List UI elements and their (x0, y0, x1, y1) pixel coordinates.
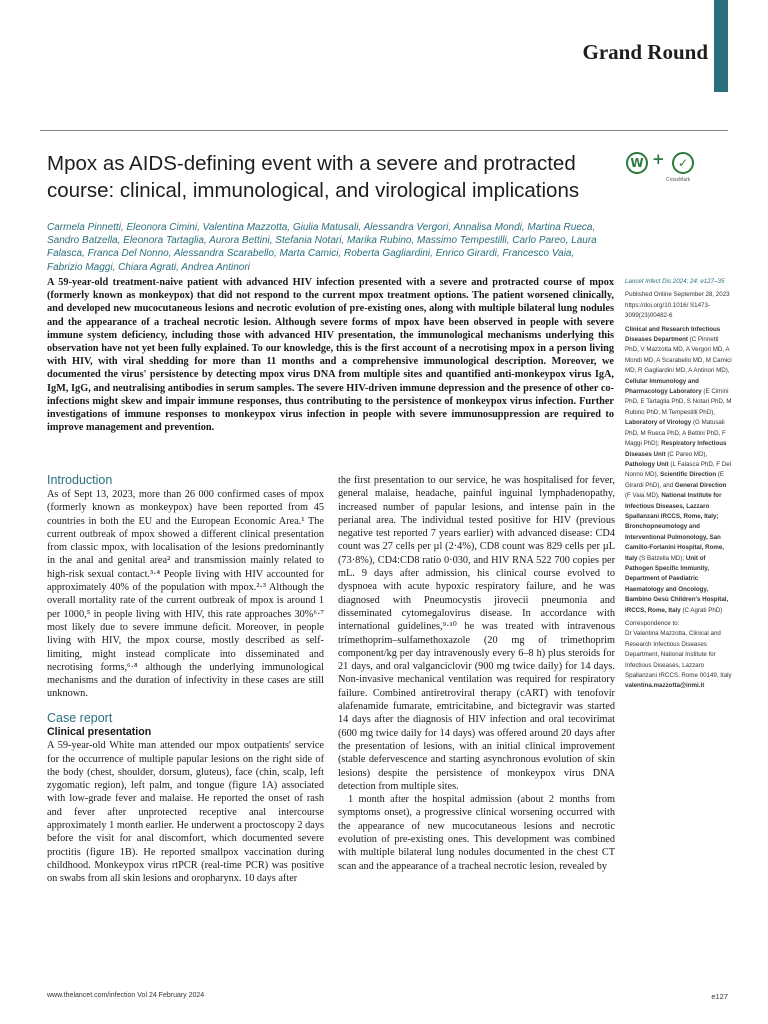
affiliation-name: National Institute for Infectious Diseases, Lazzaro Spallanzani IRCCS, Rome, Italy; Bronchopneumology and Interventional Pulmonology, San Camillo-Forlanini Hospital, Rome, Italy (625, 492, 725, 562)
article-title: Mpox as AIDS-defining event with a severe and protracted course: clinical, immunological, and virological implications (47, 152, 580, 202)
page-number: e127 (711, 992, 728, 1001)
section-title: Grand Round (582, 40, 708, 64)
affiliation-people: (L Falasca PhD, F Del Nonno MD) (625, 460, 732, 479)
correspondence-email[interactable]: valentina.mazzotta@inmi.it (625, 682, 705, 690)
affiliation-name: Clinical and Research Infectious Diseases Department (625, 325, 721, 344)
affiliation-people: (S Batzella MD) (639, 554, 683, 562)
open-access-icon[interactable]: W (626, 152, 648, 174)
publication-info: Published Online September 28, 2023 https://doi.org/10.1016/ S1473-3099(23)00482-6 (625, 291, 730, 320)
affiliation-name: General Direction (674, 481, 727, 489)
affiliation-name: Respiratory Infectious Diseases Unit (625, 440, 727, 458)
footer-journal-info[interactable]: www.thelancet.com/infection Vol 24 February 2024 (47, 992, 205, 999)
plus-icon: + (652, 150, 665, 168)
correspondence-label: Correspondence to: (625, 620, 680, 627)
affiliation-name: Scientific Direction (660, 471, 717, 479)
affiliation-name: Pathology Unit (625, 460, 669, 468)
affiliation-people: (F Vaia MD) (625, 492, 658, 500)
affiliation-people: (E Cimini PhD, E Tartaglia PhD, S Notari PhD, M Rubino PhD, M Tempestilli PhD) (625, 388, 732, 416)
affiliation-people: (G Matusali PhD, M Rueca PhD, A Bettini PhD, F Maggi PhD) (625, 419, 726, 448)
affiliation-name: Laboratory of Virology (625, 419, 692, 427)
affiliation-people: (C Pinnetti PhD, V Mazzotta MD, A Vergori MD, A Mondi MD, A Scarabello MD, M Camici MD, R Gagliardini MD, A Antinori MD) (625, 336, 732, 375)
worsening-paragraph: 1 month after the hospital admission (about 2 months from symptoms onset), a progressive clinical worsening occurred with the appearance of new mucocutaneous lesions and necrotic evolution of pre-existing ones. This development was combined with multiple bilateral lung nodules documented in the chest CT scan and the appearance of a tracheal necrotic lesion, revealed by (338, 794, 615, 872)
body-column-left (47, 472, 324, 886)
sidebar (625, 277, 733, 695)
case-report-heading: Case report (47, 710, 113, 725)
case-paragraph-continued: the first presentation to our service, he was hospitalised for fever, general malaise, headache, painful inguinal lymphadenopathy, increased number of papular lesions, and intense pain in the perianal area. The individual tested positive for HIV (previous negative test reported 7 years earlier) with advanced disease: CD4 count was 27 cells per µl (2·4%), CD8 count was 829 cells per µL (73·8%), CD4:CD8 ratio 0·030, and HIV RNA 522 700 copies per mL. 9 days after admission, his clinical course evolved to dyspnoea with acute hypoxic respiratory failure, and he was diagnosed with Pneumocystis jirovecii pneumonia and disseminated cytomegalovirus disease. In accordance with international guidelines,⁹·¹⁰ he was treated with intravenous trimethoprim–sulfamethoxazole (20 mg of trimethoprim component/kg per day intravenously every 6–8 h) plus steroids for 21 days, and oral valganciclovir (900 mg twice daily) for 14 days. Non-invasive mechanical ventilation was required for respiratory failure. Combined antiretroviral therapy (cART) with tenofovir alafenamide fumarate, emtricitabine, and bictegravir was started 14 days after the diagnosis of HIV infection and oral tecovirimat (600 mg twice daily for 14 days) was offered around 20 days after the presentation of lesions, with an initial clinical improvement (stable defervescence and starting asynchronous evolution of skin lesions) despite the persistence of monkeypox virus DNA detection from multiple sites. (338, 475, 615, 792)
affiliation-people: (C Pareo MD) (667, 450, 706, 458)
article-badges (626, 150, 706, 186)
affiliations: Clinical and Research Infectious Diseases Department (C Pinnetti PhD, V Mazzotta MD, A Vergori MD, A Mondi MD, A Scarabello MD, M Camici MD, R Gagliardini MD, A Antinori MD), Cellular Immunology and Pharmacology Laboratory (E Cimini PhD, E Tartaglia PhD, S Notari PhD, M Rubino PhD, M Tempestilli PhD), Laboratory of Virology (G Matusali PhD, M Rueca PhD, A Bettini PhD, F Maggi PhD); Respiratory Infectious Diseases Unit (C Pareo MD), Pathology Unit (L Falasca PhD, F Del Nonno MD), Scientific Direction (E Girardi PhD), and General Direction (F Vaia MD), National Institute for Infectious Diseases, Lazzaro Spallanzani IRCCS, Rome, Italy; Bronchopneumology and Interventional Pulmonology, San Camillo-Forlanini Hospital, Rome, Italy (S Batzella MD); Unit of Pathogen Specific Immunity, Department of Paediatric Haematology and Oncology, Bambino Gesù Children's Hospital, IRCCS, Rome, Italy (C Agrati PhD) (625, 325, 732, 614)
author-list: Carmela Pinnetti, Eleonora Cimini, Valentina Mazzotta, Giulia Matusali, Alessandra Vergori, Annalisa Mondi, Martina Rueca, Sandro Batzella, Eleonora Tartaglia, Aurora Bettini, Stefania Notari, Marika Rubino, Massimo Tempestilli, Carlo Pareo, Laura Falasca, Franca Del Nonno, Alessandra Scarabello, Marta Camici, Roberta Gagliardini, Enrico Girardi, Francesco Vaia, Fabrizio Maggi, Chiara Agrati, Andrea Antinori (47, 222, 597, 273)
correspondence-address: Dr Valentina Mazzotta, Clinical and Research Infectious Diseases Department, National Institute for Infectious Diseases, Lazzaro Spallanzani IRCCS, Rome 00149, Italy (625, 630, 732, 680)
section-color-tab (714, 0, 728, 92)
affiliation-people: (C Agrati PhD) (682, 606, 723, 614)
intro-heading: Introduction (47, 473, 113, 487)
journal-citation[interactable]: Lancet Infect Dis 2024; 24: e127–35 (625, 278, 725, 285)
correspondence (625, 619, 733, 692)
case-paragraph: A 59-year-old White man attended our mpox outpatients' service for the occurrence of multiple papular lesions on the right side of the body (chest, shoulder, dorsum, gluteus), face (chin, scalp, left zygomatic region), left palm, and tongue (figure 1A) associated with low-grade fever and malaise. He reported the onset of rash and fever after unprotected receptive anal intercourse approximately 1 month earlier. He underwent a proctoscopy 2 days before the visit for anal discomfort, which documented severe proctitis (figure 1B). He reported smallpox vaccination during childhood. Monkeypox virus rtPCR (real-time PCR) was positive on swabs from all skin lesions and oropharynx. 10 days after (47, 740, 324, 885)
header-rule (40, 130, 728, 131)
affiliation-name: Cellular Immunology and Pharmacology Laboratory (625, 377, 702, 396)
body-column-middle (338, 474, 615, 873)
crossmark-icon[interactable]: ✓ (672, 152, 694, 174)
affiliation-people: (E Girardi PhD) (625, 471, 725, 489)
intro-paragraph: As of Sept 13, 2023, more than 26 000 confirmed cases of mpox (formerly known as monkeypox) have been reported from 45 countries in both the EU and the European Economic Area.¹ The current outbreak of mpox showed a different clinical presentation from classic mpox, with localisation of the lesions predominantly in the anal and genital area² and transmission mainly related to high-risk sexual contact.³·⁴ People living with HIV accounted for approximately 40% of the population with mpox.²·³ Although the overall mortality rate of the current outbreak of mpox is around 1 per 1000,⁵ in people living with HIV, this rate approaches 30%⁶·⁷ most likely due to severe immune deficit. Moreover, in people living with HIV, the mpox course, mostly described as self-limiting, might instead complicate into disseminated and necrotising forms,⁶·⁸ although the underlying immunological mechanisms and the duration of infectivity in these cases are still unknown. (47, 489, 324, 700)
clinical-presentation-heading: Clinical presentation (47, 725, 152, 738)
abstract: A 59-year-old treatment-naive patient with advanced HIV infection presented with a severe and protracted course of mpox (formerly known as monkeypox) that did not respond to the current mpox treatment options. The patient worsened clinically, and developed new mucocutaneous lesions and necrotic evolution of pre-existing ones, along with multiple bilateral lung nodules and the appearance of a tracheal necrotic lesion. Although severe forms of mpox have been observed in people with severe immune system deficiency, including those with advanced HIV presentation, the immunological mechanisms underlying this observation have not yet been fully explained. To our knowledge, this is the first account of a necrotising mpox in a person living with HIV, with viral shedding for more than 11 months and a comprehensive immunological description. Moreover, we documented the virus' persistence by detecting mpox virus DNA from multiple sites and quantified anti-monkeypox virus IgA, IgM, IgG, and neutralising antibodies in serum samples. The severe HIV-driven immune depression and the presence of other co-infections might skew and impair immune responses, thus contributing to the persistence of monkeypox virus infection. Further investigations of immune responses to monkeypox virus infection in people with severe immunosuppression are required to improve management and prevention. (47, 277, 614, 434)
affiliation-name: Unit of Pathogen Specific Immunity, Department of Paediatric Haematology and Oncology, Bambino Gesù Children's Hospital, IRCCS, Rome, Italy (625, 554, 729, 614)
crossmark-label: CrossMark (666, 177, 691, 183)
